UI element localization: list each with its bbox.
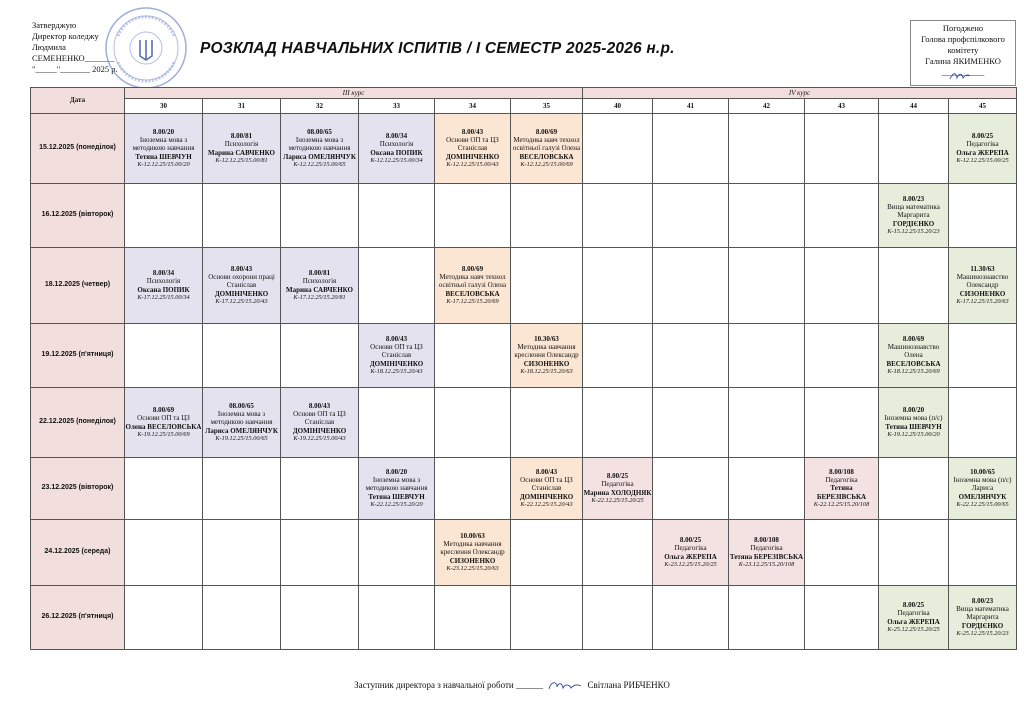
exam-cell [435, 114, 511, 184]
empty-cell [805, 586, 879, 650]
exam-subject: Педагогіка [966, 140, 999, 149]
approve-line-1: Затверджую [32, 20, 77, 30]
exam-cell [203, 248, 281, 324]
exam-cell [511, 458, 583, 520]
exam-time-room: 8.00/20 [152, 127, 175, 136]
exam-time-room: 11.30/63 [970, 264, 995, 273]
exam-teacher: Тетяна БЕРЕЗІВСЬКА [816, 484, 867, 501]
exam-subject: Основи ОП та ЦЗ [137, 414, 190, 423]
exam-time-room: 10.30/63 [534, 334, 559, 343]
group-header-44: 44 [879, 99, 949, 114]
empty-cell [359, 184, 435, 248]
row-date: 23.12.2025 (вівторок) [31, 458, 125, 520]
empty-cell [435, 586, 511, 650]
exam-cell [949, 114, 1017, 184]
empty-cell [583, 388, 653, 458]
exam-cell [281, 248, 359, 324]
consultation-info: К-17.12.25/15.00/34 [137, 293, 190, 301]
empty-cell [281, 520, 359, 586]
exam-cell [435, 520, 511, 586]
empty-cell [203, 520, 281, 586]
schedule-row [31, 248, 1017, 324]
empty-cell [203, 458, 281, 520]
exam-subject: Психологія [379, 140, 414, 149]
empty-cell [653, 114, 729, 184]
exam-cell [203, 388, 281, 458]
exam-time-room: 8.00/43 [535, 467, 558, 476]
empty-cell [511, 248, 583, 324]
exam-subject: Психологія [302, 277, 337, 286]
empty-cell [583, 114, 653, 184]
deputy-signature [545, 679, 585, 693]
empty-cell [583, 520, 653, 586]
empty-cell [125, 184, 203, 248]
empty-cell [435, 388, 511, 458]
exam-subject: Педагогіка [601, 480, 634, 489]
exam-teacher: СИЗОНЕНКО [959, 289, 1006, 298]
exam-cell [359, 324, 435, 388]
consultation-info: К-12.12.25/15.00/25 [956, 156, 1009, 164]
empty-cell [653, 586, 729, 650]
consultation-info: К-19.12.25/15.00/43 [293, 434, 346, 442]
exam-subject: Методика навчання креслення Олександр [440, 540, 505, 557]
empty-cell [805, 248, 879, 324]
exam-cell [203, 114, 281, 184]
exam-teacher: Ольга ЖЕРЕПА [956, 148, 1009, 157]
approve-line-5: "_____"_______ 2025 р. [32, 64, 118, 74]
consultation-info: К-12.12.25/15.00/43 [446, 160, 499, 168]
exam-subject: Вища математика Маргарита [956, 605, 1009, 622]
exam-cell [281, 388, 359, 458]
group-header-32: 32 [281, 99, 359, 114]
empty-cell [511, 184, 583, 248]
exam-time-room: 8.00/43 [385, 334, 408, 343]
course-4-header: ІV курс [583, 88, 1017, 99]
group-header-35: 35 [511, 99, 583, 114]
exam-time-room: 8.00/25 [679, 536, 702, 545]
exam-time-room: 8.00/108 [754, 536, 779, 545]
consultation-info: К-17.12.25/15.20/43 [215, 297, 268, 305]
row-date: 22.12.2025 (понеділок) [31, 388, 125, 458]
consultation-info: К-25.12.25/15.20/25 [887, 625, 940, 633]
exam-teacher: Марина САВЧЕНКО [286, 285, 353, 294]
exam-subject: Іноземна мова з методикою навчання [210, 410, 273, 427]
exam-teacher: Ольга ЖЕРЕПА [887, 617, 940, 626]
exam-subject: Іноземна мова з методикою навчання [288, 136, 351, 153]
exam-subject: Іноземна мова (п/с) Лариса [953, 476, 1012, 493]
page-title: РОЗКЛАД НАВЧАЛЬНИХ ІСПИТІВ / І СЕМЕСТР 2025-2026 н.р. [200, 40, 675, 57]
exam-time-room: 8.00/20 [385, 467, 408, 476]
exam-subject: Педагогіка [897, 609, 930, 618]
exam-subject: Психологія [146, 277, 181, 286]
exam-time-room: 8.00/34 [152, 269, 175, 278]
exam-cell [879, 586, 949, 650]
exam-teacher: Лариса ОМЕЛЯНЧУК [283, 152, 356, 161]
college-seal-stamp [104, 6, 188, 90]
empty-cell [879, 458, 949, 520]
exam-subject: Машинознавство Олександр [956, 273, 1009, 290]
exam-time-room: 8.00/69 [535, 127, 558, 136]
consultation-info: К-22.12.25/15.20/25 [591, 496, 644, 504]
exam-subject: Основи ОП та ЦЗ Станіслав [520, 476, 573, 493]
empty-cell [653, 388, 729, 458]
exam-subject: Вища математика Маргарита [887, 203, 940, 220]
exam-subject: Іноземна мова з методикою навчання [365, 476, 428, 493]
exam-teacher: ВЕСЕЛОВСЬКА [445, 289, 500, 298]
empty-cell [359, 248, 435, 324]
consultation-info: К-25.12.25/15.20/23 [956, 629, 1009, 637]
row-date: 24.12.2025 (середа) [31, 520, 125, 586]
empty-cell [583, 248, 653, 324]
empty-cell [805, 114, 879, 184]
exam-time-room: 8.00/25 [606, 472, 629, 481]
empty-cell [511, 586, 583, 650]
empty-cell [435, 458, 511, 520]
schedule-row [31, 586, 1017, 650]
exam-teacher: ДОМІНІЧЕНКО [519, 492, 574, 501]
empty-cell [729, 388, 805, 458]
row-date: 26.12.2025 (п'ятниця) [31, 586, 125, 650]
schedule-row [31, 184, 1017, 248]
empty-cell [729, 586, 805, 650]
exam-cell [511, 114, 583, 184]
exam-time-room: 8.00/23 [902, 194, 925, 203]
empty-cell [359, 520, 435, 586]
exam-subject: Основи ОП та ЦЗ Станіслав [370, 343, 423, 360]
exam-cell [125, 388, 203, 458]
group-header-30: 30 [125, 99, 203, 114]
exam-time-room: 8.00/20 [902, 406, 925, 415]
group-header-31: 31 [203, 99, 281, 114]
exam-teacher: ГОРДІЄНКО [892, 219, 935, 228]
empty-cell [435, 324, 511, 388]
agree-line-2: Голова профспілкового [921, 34, 1005, 44]
exam-teacher: ВЕСЕЛОВСЬКА [886, 359, 941, 368]
row-date: 16.12.2025 (вівторок) [31, 184, 125, 248]
exam-time-room: 8.00/43 [461, 127, 484, 136]
exam-cell [281, 114, 359, 184]
footer-position: Заступник директора з навчальної роботи ______ [354, 680, 543, 691]
group-header-43: 43 [805, 99, 879, 114]
empty-cell [125, 520, 203, 586]
empty-cell [583, 324, 653, 388]
empty-cell [879, 114, 949, 184]
consultation-info: К-12.12.25/15.00/81 [215, 156, 268, 164]
empty-cell [653, 184, 729, 248]
empty-cell [583, 184, 653, 248]
exam-subject: Основи ОП та ЦЗ Станіслав [293, 410, 346, 427]
consultation-info: К-12.12.25/15.00/34 [370, 156, 423, 164]
exam-teacher: Тетяна ШЕВЧУН [368, 492, 425, 501]
schedule-row [31, 520, 1017, 586]
schedule-row [31, 324, 1017, 388]
empty-cell [949, 388, 1017, 458]
exam-cell [805, 458, 879, 520]
agree-line-4: Галина ЯКИМЕНКО [925, 56, 1001, 66]
consultation-info: К-15.12.25/15.20/23 [887, 227, 940, 235]
empty-cell [359, 388, 435, 458]
exam-subject: Основи ОП та ЦЗ Станіслав [446, 136, 499, 153]
consultation-info: К-12.12.25/15.00/20 [137, 160, 190, 168]
group-header-45: 45 [949, 99, 1017, 114]
empty-cell [125, 324, 203, 388]
exam-cell [949, 586, 1017, 650]
exam-subject: Методика навчання креслення Олександр [514, 343, 579, 360]
exam-teacher: Ольга ЖЕРЕПА [664, 552, 717, 561]
exam-teacher: Марина ХОЛОДНЯК [583, 488, 652, 497]
empty-cell [949, 520, 1017, 586]
empty-cell [653, 458, 729, 520]
consultation-info: К-23.12.25/15.20/25 [664, 560, 717, 568]
exam-time-room: 8.00/43 [230, 264, 253, 273]
exam-subject: Методика навч технол освітньої галузі Олена [438, 273, 507, 290]
approve-line-2: Директор коледжу [32, 31, 99, 41]
exam-teacher: ДОМІНІЧЕНКО [369, 359, 424, 368]
empty-cell [949, 324, 1017, 388]
empty-cell [879, 520, 949, 586]
approve-line-3: Людмила [32, 42, 66, 52]
empty-cell [511, 520, 583, 586]
consultation-info: К-19.12.25/15.00/69 [137, 430, 190, 438]
exam-teacher: ДОМІНІЧЕНКО [445, 152, 500, 161]
empty-cell [949, 184, 1017, 248]
empty-cell [125, 586, 203, 650]
footer-signature-line [0, 679, 1024, 693]
empty-cell [359, 586, 435, 650]
exam-schedule-table [30, 87, 1017, 650]
group-header-41: 41 [653, 99, 729, 114]
empty-cell [511, 388, 583, 458]
exam-teacher: СИЗОНЕНКО [449, 556, 496, 565]
row-date: 19.12.2025 (п'ятниця) [31, 324, 125, 388]
consultation-info: К-17.12.25/15.20/69 [446, 297, 499, 305]
empty-cell [583, 586, 653, 650]
group-header-42: 42 [729, 99, 805, 114]
empty-cell [729, 184, 805, 248]
empty-cell [435, 184, 511, 248]
exam-time-room: 8.00/69 [152, 406, 175, 415]
empty-cell [805, 324, 879, 388]
empty-cell [281, 586, 359, 650]
consultation-info: К-12.12.25/15.00/65 [293, 160, 346, 168]
exam-time-room: 08.00/65 [307, 127, 332, 136]
union-signature [948, 70, 972, 82]
exam-cell [359, 458, 435, 520]
exam-cell [879, 184, 949, 248]
exam-time-room: 8.00/69 [902, 334, 925, 343]
agree-line-1: Погоджено [942, 23, 984, 33]
row-date: 18.12.2025 (четвер) [31, 248, 125, 324]
approve-line-4: СЕМЕНЕНКО_______ [32, 53, 115, 63]
exam-time-room: 8.00/81 [308, 269, 331, 278]
exam-time-room: 8.00/25 [902, 601, 925, 610]
consultation-info: К-22.12.25/15.20/108 [813, 500, 870, 508]
exam-teacher: Оксана ПОПИК [137, 285, 190, 294]
exam-subject: Методика навч технол освітньої галузі Олена [512, 136, 581, 153]
course-3-header: ІІІ курс [125, 88, 583, 99]
empty-cell [281, 458, 359, 520]
exam-teacher: ОМЕЛЯНЧУК [958, 492, 1007, 501]
empty-cell [729, 114, 805, 184]
exam-cell [125, 248, 203, 324]
exam-cell [653, 520, 729, 586]
consultation-info: К-23.12.25/15.20/63 [446, 564, 499, 572]
agree-line-3: комітету [947, 45, 979, 55]
exam-subject: Педагогіка [750, 544, 783, 553]
empty-cell [125, 458, 203, 520]
date-column-header: Дата [31, 88, 125, 114]
schedule-row [31, 388, 1017, 458]
empty-cell [729, 324, 805, 388]
exam-subject: Педагогіка [674, 544, 707, 553]
empty-cell [805, 184, 879, 248]
exam-cell [435, 248, 511, 324]
consultation-info: К-19.12.25/15.00/20 [887, 430, 940, 438]
exam-teacher: СИЗОНЕНКО [523, 359, 570, 368]
empty-cell [653, 248, 729, 324]
exam-subject: Психологія [224, 140, 259, 149]
exam-time-room: 8.00/25 [971, 132, 994, 141]
exam-time-room: 8.00/34 [385, 132, 408, 141]
exam-cell [583, 458, 653, 520]
exam-teacher: Тетяна ШЕВЧУН [135, 152, 192, 161]
empty-cell [281, 184, 359, 248]
exam-cell [125, 114, 203, 184]
exam-time-room: 8.00/108 [829, 467, 854, 476]
exam-cell [359, 114, 435, 184]
consultation-info: К-22.12.25/15.20/43 [520, 500, 573, 508]
exam-time-room: 8.00/43 [308, 401, 331, 410]
exam-cell [949, 458, 1017, 520]
consultation-info: К-22.12.25/15.00/65 [956, 500, 1009, 508]
exam-time-room: 08.00/65 [229, 401, 254, 410]
agree-line-5: __________ [941, 67, 985, 77]
exam-cell [879, 388, 949, 458]
schedule-row [31, 114, 1017, 184]
exam-teacher: ГОРДІЄНКО [961, 621, 1004, 630]
consultation-info: К-18.12.25/15.20/43 [370, 367, 423, 375]
consultation-info: К-22.12.25/15.20/20 [370, 500, 423, 508]
exam-subject: Машинознавство Олена [887, 343, 940, 360]
group-header-33: 33 [359, 99, 435, 114]
empty-cell [729, 458, 805, 520]
exam-cell [729, 520, 805, 586]
consultation-info: К-17.12.25/15.20/63 [956, 297, 1009, 305]
schedule-row [31, 458, 1017, 520]
row-date: 15.12.2025 (понеділок) [31, 114, 125, 184]
exam-teacher: Тетяна БЕРЕЗІВСЬКА [729, 552, 804, 561]
exam-cell [511, 324, 583, 388]
exam-time-room: 10.00/63 [460, 531, 485, 540]
exam-cell [949, 248, 1017, 324]
consultation-info: К-19.12.25/15.00/65 [215, 434, 268, 442]
empty-cell [805, 520, 879, 586]
exam-subject: Іноземна мова з методикою навчання [132, 136, 195, 153]
empty-cell [203, 586, 281, 650]
exam-teacher: ВЕСЕЛОВСЬКА [519, 152, 574, 161]
exam-cell [879, 324, 949, 388]
exam-subject: Педагогіка [825, 476, 858, 485]
exam-teacher: ДОМІНІЧЕНКО [214, 289, 269, 298]
footer-name: Світлана РИБЧЕНКО [587, 680, 670, 691]
exam-teacher: ДОМІНІЧЕНКО [292, 426, 347, 435]
empty-cell [879, 248, 949, 324]
empty-cell [653, 324, 729, 388]
empty-cell [203, 184, 281, 248]
empty-cell [805, 388, 879, 458]
exam-teacher: Марина САВЧЕНКО [208, 148, 275, 157]
consultation-info: К-18.12.25/15.20/63 [520, 367, 573, 375]
group-header-34: 34 [435, 99, 511, 114]
consultation-info: К-23.12.25/15.20/108 [738, 560, 795, 568]
exam-teacher: Тетяна ШЕВЧУН [885, 422, 942, 431]
empty-cell [281, 324, 359, 388]
exam-time-room: 8.00/69 [461, 264, 484, 273]
exam-teacher: Лариса ОМЕЛЯНЧУК [205, 426, 278, 435]
exam-time-room: 8.00/81 [230, 132, 253, 141]
empty-cell [729, 248, 805, 324]
group-header-40: 40 [583, 99, 653, 114]
exam-subject: Іноземна мова (п/с) [884, 414, 943, 423]
consultation-info: К-17.12.25/15.20/81 [293, 293, 346, 301]
exam-time-room: 10.00/65 [970, 467, 995, 476]
exam-teacher: Оксана ПОПИК [370, 148, 423, 157]
exam-teacher: Олена ВЕСЕЛОВСЬКА [125, 422, 202, 431]
exam-subject: Основи охорони праці Станіслав [208, 273, 275, 290]
consultation-info: К-12.12.25/15.00/69 [520, 160, 573, 168]
exam-time-room: 8.00/23 [971, 596, 994, 605]
consultation-info: К-18.12.25/15.20/69 [887, 367, 940, 375]
empty-cell [203, 324, 281, 388]
